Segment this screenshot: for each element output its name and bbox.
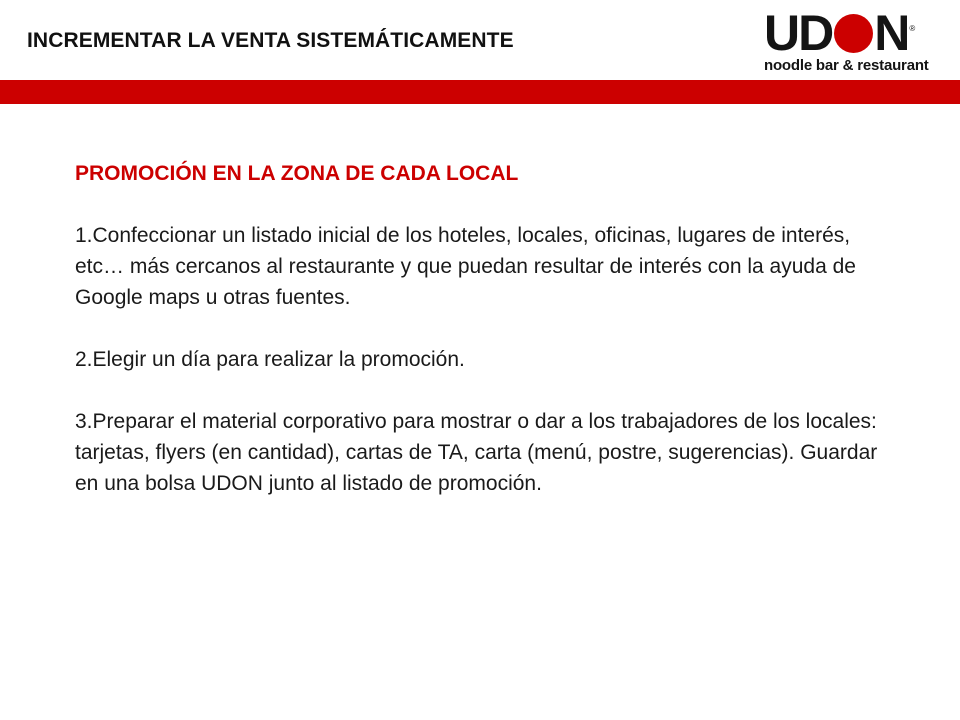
logo-wordmark-start: UD <box>764 5 833 61</box>
logo-wordmark <box>764 5 916 61</box>
step-item: 2.Elegir un día para realizar la promoción. <box>75 348 465 371</box>
udon-logo <box>764 5 944 74</box>
step-item: 3.Preparar el material corporativo para mostrar o dar a los trabajadores de los locales: tarjetas, flyers (en cantidad), cartas de TA, carta (menú, postre, sugerencias). Guardar en una bolsa UDON junto al listado de promoción. <box>75 410 878 495</box>
section-heading: PROMOCIÓN EN LA ZONA DE CADA LOCAL <box>75 162 519 185</box>
logo-tagline: noodle bar & restaurant <box>764 57 929 74</box>
header-red-band <box>0 80 960 104</box>
page-title: INCREMENTAR LA VENTA SISTEMÁTICAMENTE <box>27 29 514 52</box>
main-content <box>75 158 885 530</box>
logo-wordmark-end: N <box>874 5 909 61</box>
logo-red-circle-icon <box>834 14 873 53</box>
step-item: 1.Confeccionar un listado inicial de los hoteles, locales, oficinas, lugares de interés, etc… más cercanos al restaurante y que puedan resultar de interés con la ayuda de Google maps u otras fuentes. <box>75 224 856 309</box>
registered-mark: ® <box>909 24 916 33</box>
